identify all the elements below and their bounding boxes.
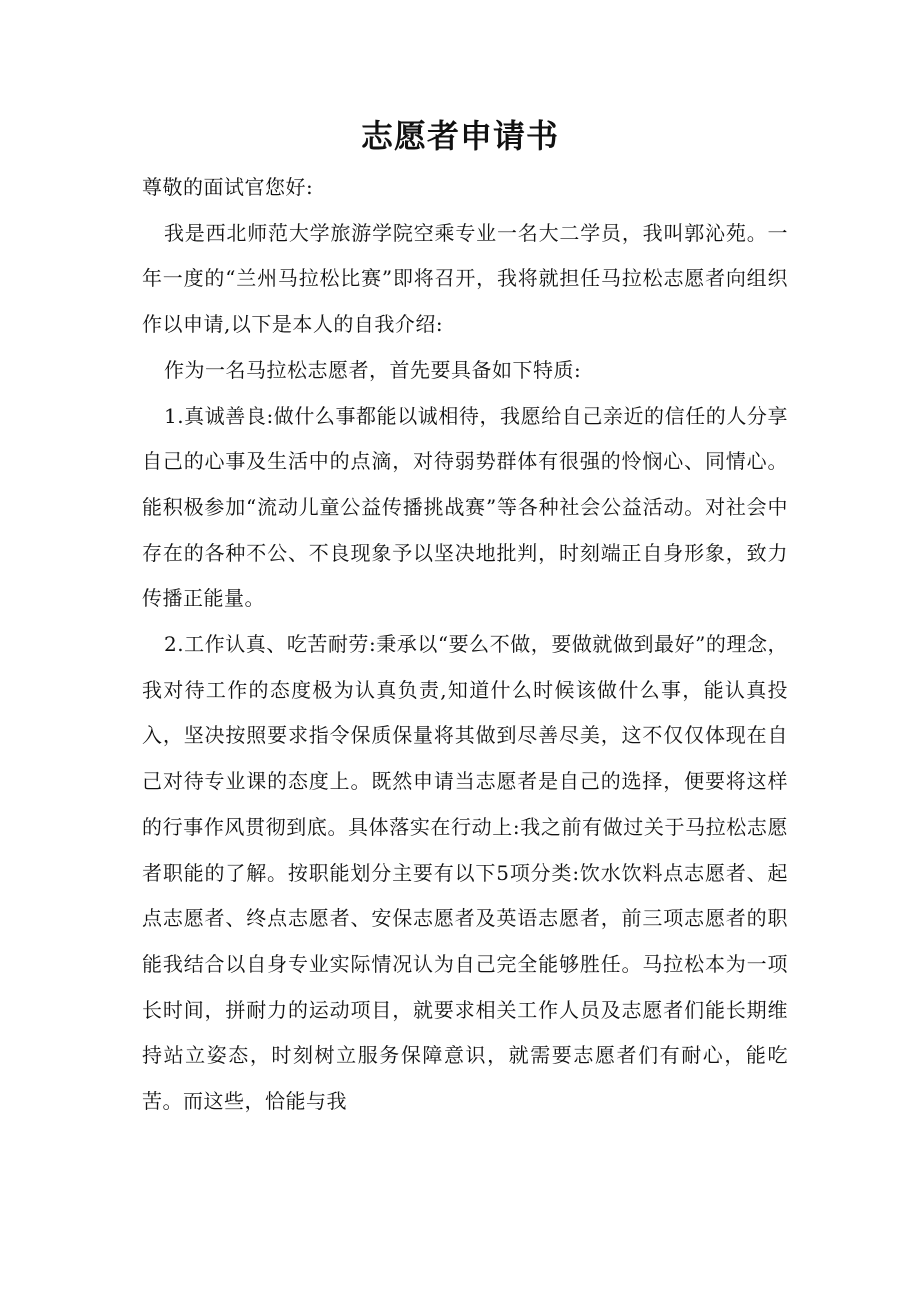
salutation: 尊敬的面试官您好: [142,175,314,199]
paragraph-quality-2: 2.工作认真、吃苦耐劳:秉承以“要么不做，要做就做到最好”的理念，我对待工作的态度极为认真负责,知道什么时候该做什么事，能认真投入，坚决按照要求指令保质保量将其做到尽善尽美，这不仅仅体现在自己对待专业课的态度上。既然申请当志愿者是自己的选择，便要将这样的行事作风贯彻到底。具体落实在行动上:我之前有做过关于马拉松志愿者职能的了解。按职能划分主要有以下5项分类:饮水饮料点志愿者、起点志愿者、终点志愿者、安保志愿者及英语志愿者，前三项志愿者的职能我结合以自身专业实际情况认为自己完全能够胜任。马拉松本为一项长时间，拼耐力的运动项目，就要求相关工作人员及志愿者们能长期维持站立姿态，时刻树立服务保障意识，就需要志愿者们有耐心，能吃苦。而这些，恰能与我 [142,632,788,1114]
document-title: 志愿者申请书 [360,117,559,155]
paragraph-intro: 我是西北师范大学旅游学院空乘专业一名大二学员，我叫郭沁苑。一年一度的“兰州马拉松比赛”即将召开，我将就担任马拉松志愿者向组织作以申请,以下是本人的自我介绍: [142,220,788,337]
document-body [142,165,788,1125]
paragraph-quality-1: 1.真诚善良:做什么事都能以诚相待，我愿给自己亲近的信任的人分享自己的心事及生活中的点滴，对待弱势群体有很强的怜悯心、同情心。能积极参加“流动儿童公益传播挑战赛”等各种社会公益活动。对社会中存在的各种不公、不良现象予以坚决地批判，时刻端正自身形象，致力传播正能量。 [142,403,788,611]
paragraph-qualities-lead: 作为一名马拉松志愿者，首先要具备如下特质: [164,357,582,382]
